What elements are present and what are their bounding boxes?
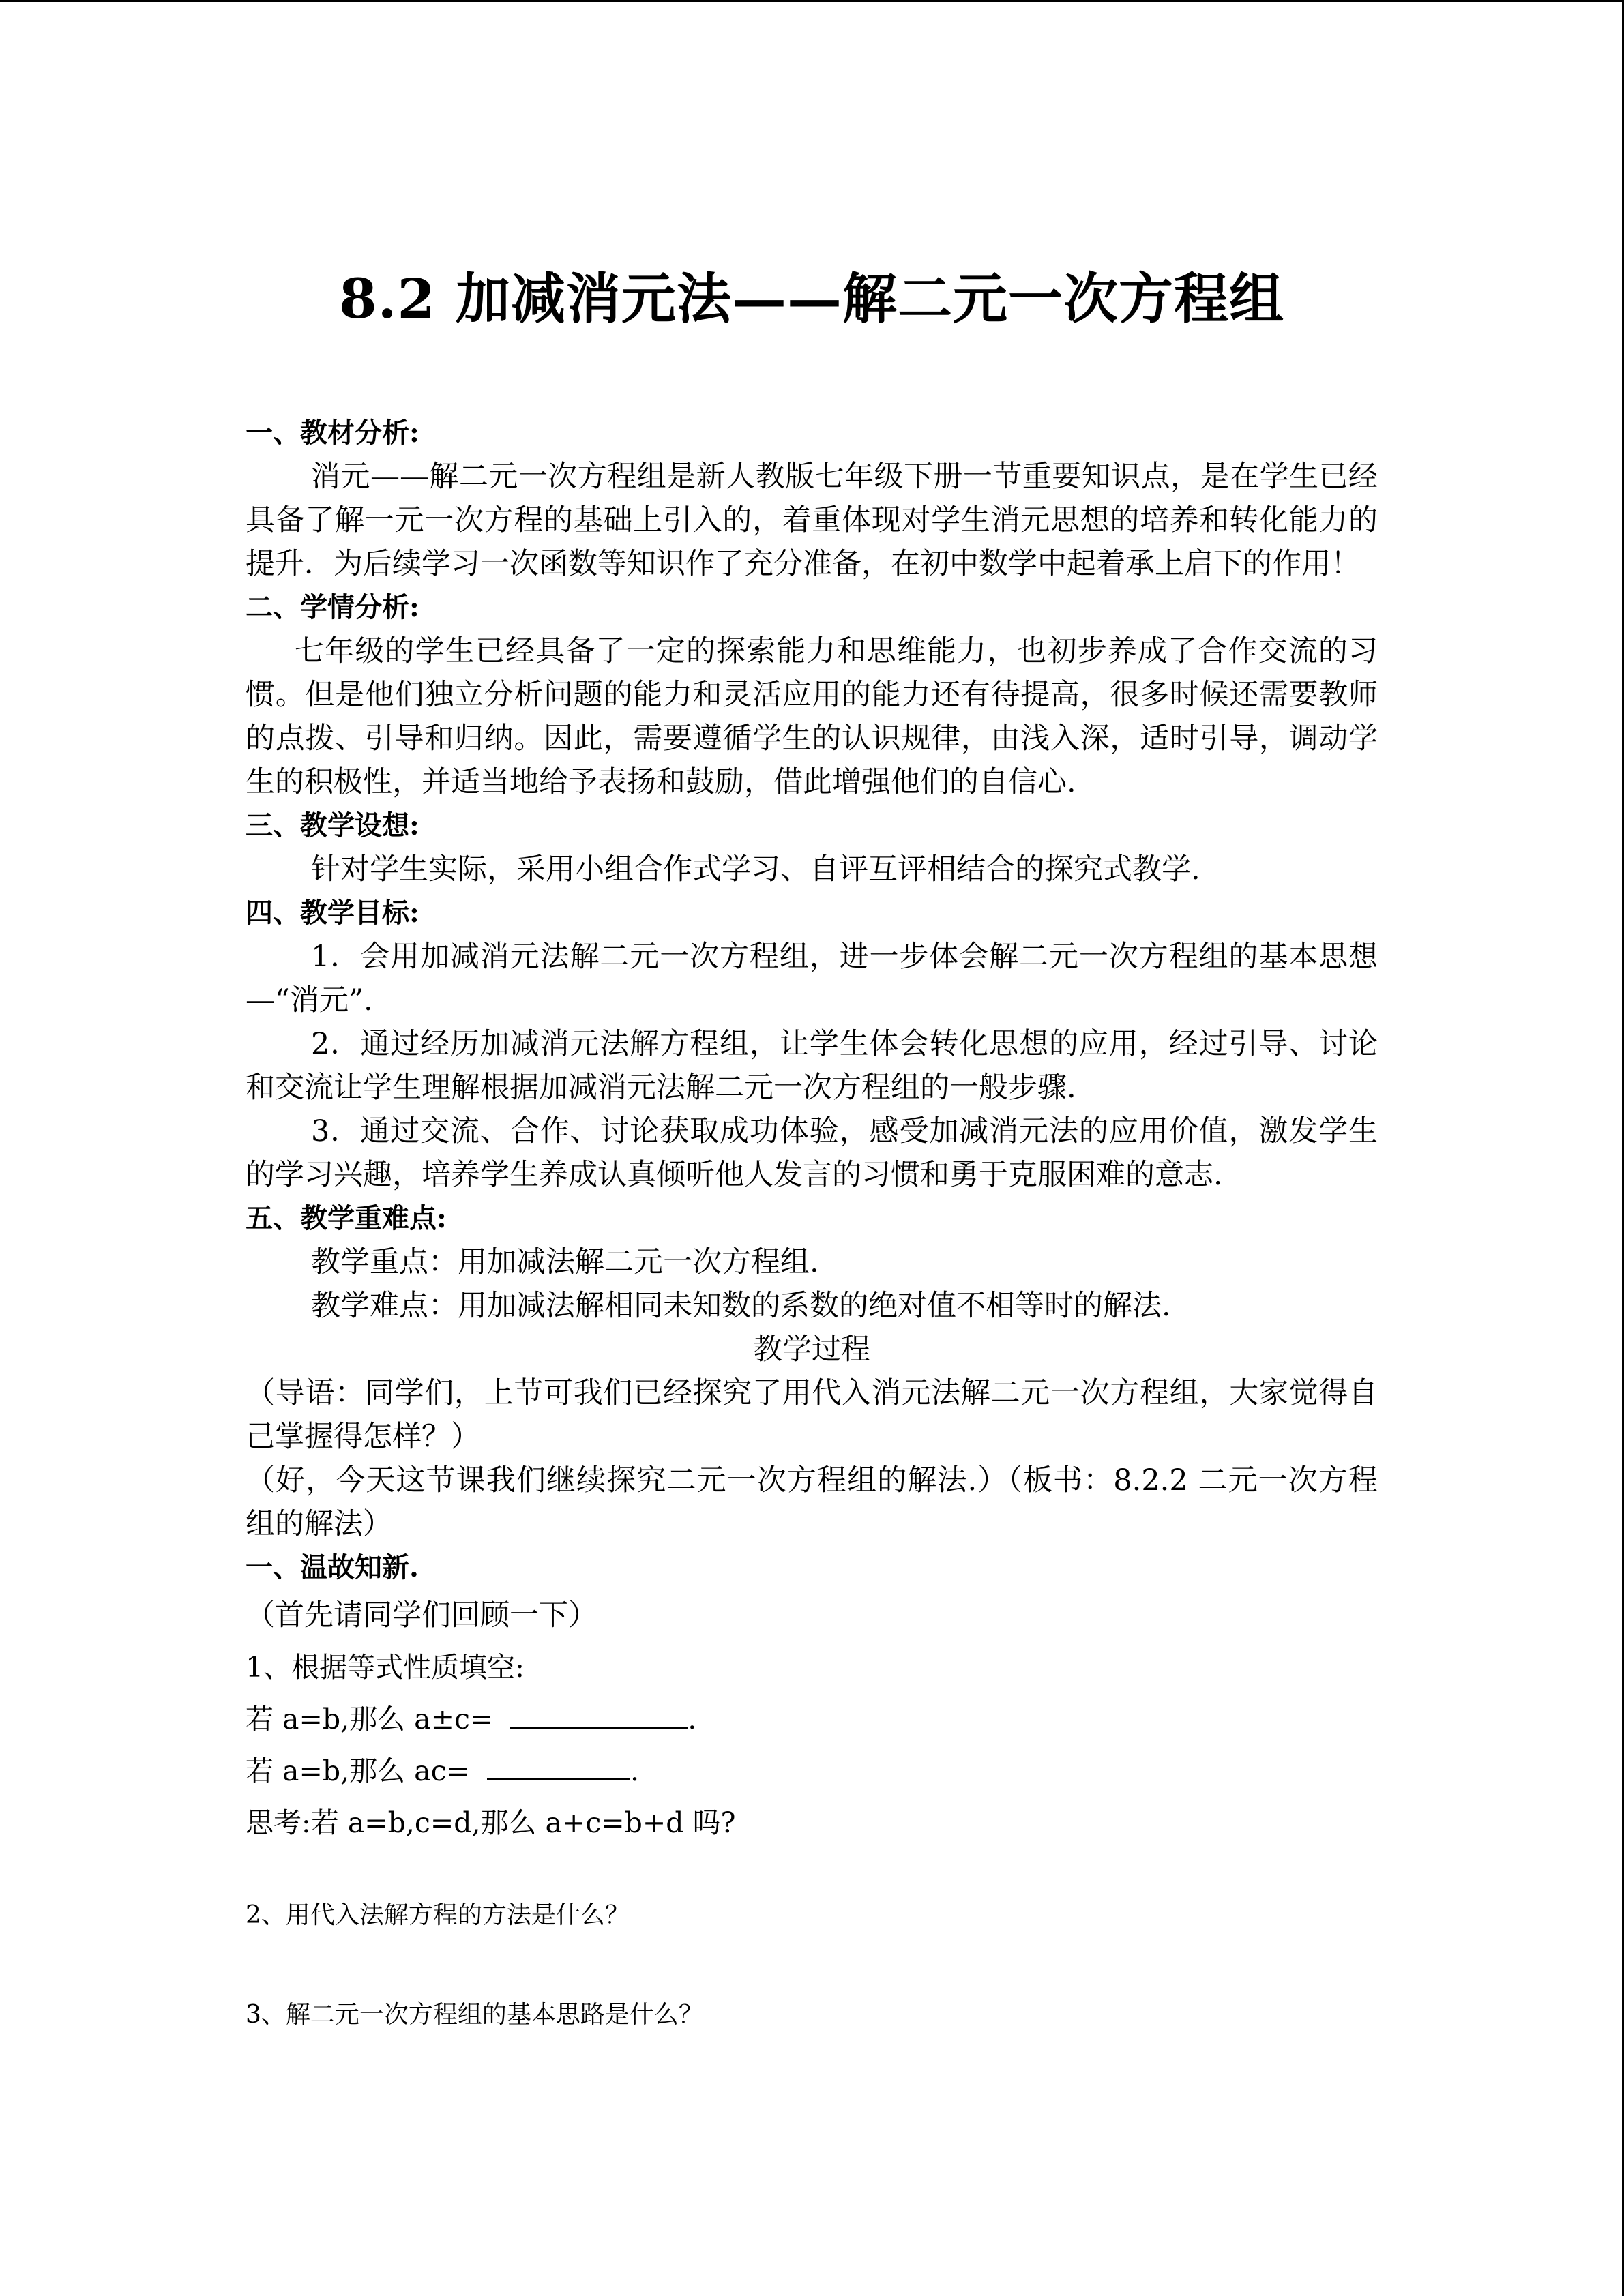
key-point-text: 教学重点：用加减法解二元一次方程组. (311, 1245, 819, 1279)
review-prompt: （首先请同学们回顾一下） (246, 1598, 597, 1632)
answer-blank-1[interactable] (510, 1697, 688, 1729)
fill-blank-2-text: 若 a=b,那么 ac= (246, 1755, 479, 1787)
document-content (246, 261, 1378, 2034)
page-title: 8.2 加减消元法——解二元一次方程组 (338, 267, 1285, 331)
objective-item: 2．通过经历加减消元法解方程组，让学生体会转化思想的应用，经过引导、讨论和交流让学生理解根据加减消元法解二元一次方程组的一般步骤. (246, 1027, 1378, 1105)
section-heading-review: 一、温故知新. (246, 1551, 419, 1583)
fill-blank-1-text: 若 a=b,那么 a±c= (246, 1703, 503, 1735)
section-heading-teaching-idea: 三、教学设想: (246, 809, 419, 841)
section-heading-objectives: 四、教学目标: (246, 897, 419, 929)
teaching-idea-paragraph: 针对学生实际，采用小组合作式学习、自评互评相结合的探究式教学. (311, 852, 1200, 886)
intro-paragraph-1: （导语：同学们，上节可我们已经探究了用代入消元法解二元一次方程组，大家觉得自己掌握得怎样？） (246, 1376, 1378, 1454)
spacer (246, 1849, 1378, 1896)
student-analysis-paragraph: 七年级的学生已经具备了一定的探索能力和思维能力，也初步养成了合作交流的习惯。但是他们独立分析问题的能力和灵活应用的能力还有待提高，很多时候还需要教师的点拨、引导和归纳。因此，需要遵循学生的认识规律，由浅入深，适时引导，调动学生的积极性，并适当地给予表扬和鼓励，借此增强他们的自信心. (246, 634, 1378, 799)
answer-blank-2[interactable] (487, 1748, 630, 1780)
difficult-point-text: 教学难点：用加减法解相同未知数的系数的绝对值不相等时的解法. (311, 1289, 1171, 1323)
fill-blank-line-2 (246, 1745, 1378, 1797)
section-heading-key-points: 五、教学重难点: (246, 1202, 447, 1234)
section-heading-textbook-analysis: 一、教材分析: (246, 417, 419, 449)
textbook-analysis-paragraph: 消元——解二元一次方程组是新人教版七年级下册一节重要知识点，是在学生已经具备了解一元一次方程的基础上引入的，着重体现对学生消元思想的培养和转化能力的提升．为后续学习一次函数等知识作了充分准备，在初中数学中起着承上启下的作用！ (246, 460, 1378, 581)
section-heading-student-analysis: 二、学情分析: (246, 591, 419, 623)
fill-blank-2-end: . (630, 1755, 639, 1787)
fill-blank-line-1 (246, 1693, 1378, 1745)
teaching-process-heading: 教学过程 (753, 1332, 870, 1367)
question-2: 2、用代入法解方程的方法是什么？ (246, 1901, 630, 1929)
objective-item: 1．会用加减消元法解二元一次方程组，进一步体会解二元一次方程组的基本思想—“消元”. (246, 940, 1378, 1017)
think-question: 思考:若 a=b,c=d,那么 a+c=b+d 吗? (246, 1806, 736, 1839)
objective-item: 3．通过交流、合作、讨论获取成功体验，感受加减消元法的应用价值，激发学生的学习兴趣，培养学生养成认真倾听他人发言的习惯和勇于克服困难的意志. (246, 1114, 1378, 1192)
question-3: 3、解二元一次方程组的基本思路是什么？ (246, 2001, 703, 2029)
question-1: 1、根据等式性质填空: (246, 1651, 525, 1684)
fill-blank-1-end: . (688, 1703, 697, 1735)
spacer (246, 1935, 1378, 1996)
intro-paragraph-2: （好，今天这节课我们继续探究二元一次方程组的解法.）（板书：8.2.2 二元一次方程组的解法） (246, 1463, 1378, 1541)
